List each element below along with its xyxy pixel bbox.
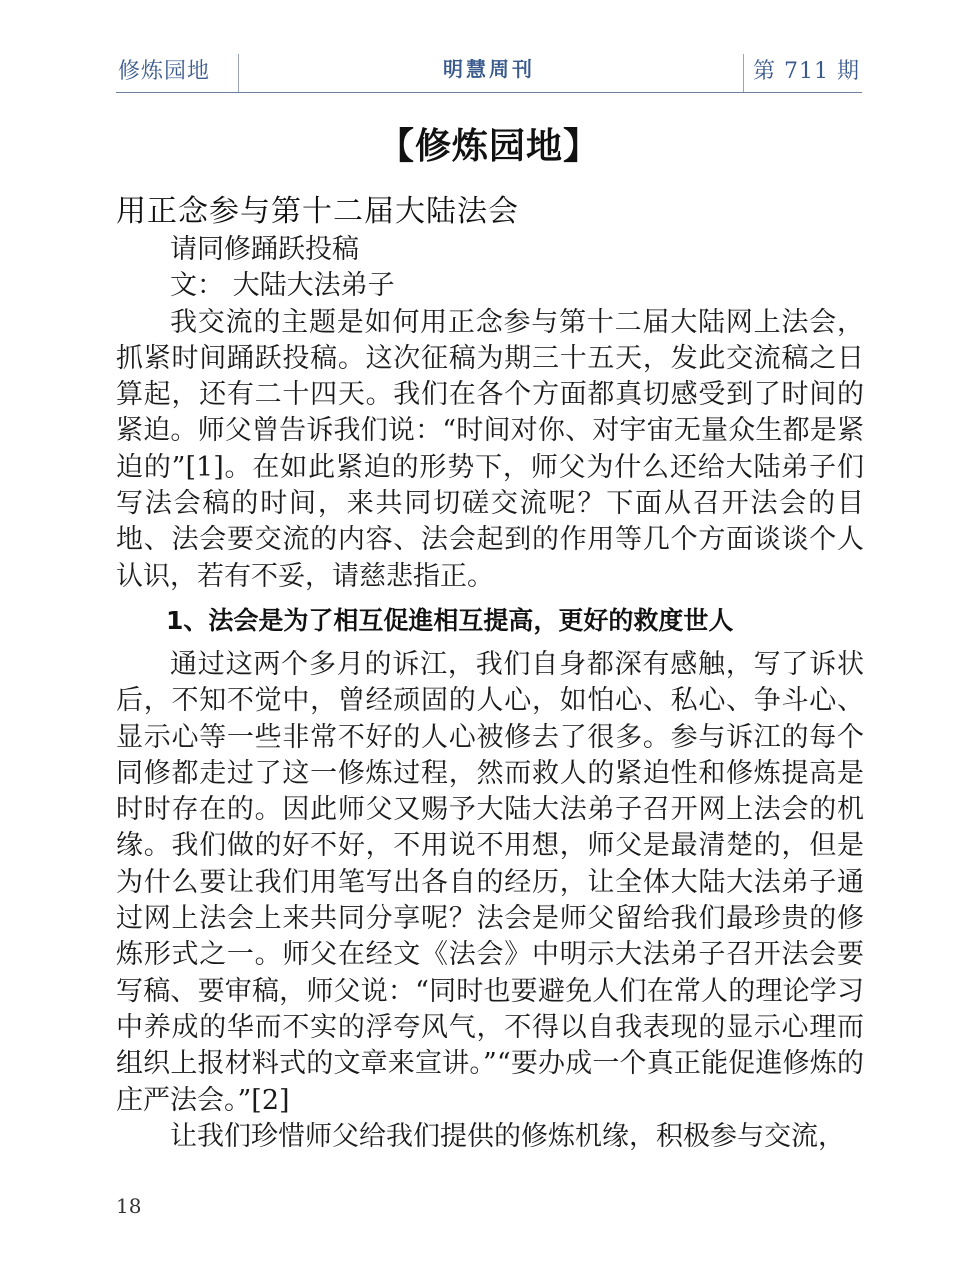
article-paragraph: 让我们珍惜师父给我们提供的修炼机缘，积极参与交流， — [170, 1120, 845, 1152]
article-subtitle: 请同修踊跃投稿 — [170, 234, 359, 265]
article-paragraph: 通过这两个多月的诉江，我们自身都深有感触，写了诉状后，不知不觉中，曾经顽固的人心，如怕心、私心、争斗心、显示心等一些非常不好的人心被修去了很多。参与诉江的每个同修都走过了这一修炼过程，然而救人的紧迫性和修炼提高是时时存在的。因此师父又赐予大陆大法弟子召开网上法会的机缘。我们做的好不好，不用说不用想，师父是最清楚的，但是为什么要让我们用笔写出各自的经历，让全体大陆大法弟子通过网上法会上来共同分享呢？法会是师父留给我们最珍贵的修炼形式之一。师父在经文《法会》中明示大法弟子召开法会要写稿、要审稿，师父说：“同时也要避免人们在常人的理论学习中养成的华而不实的浮夸风气，不得以自我表现的显示心理而组织上报材料式的文章来宣讲。”“要办成一个真正能促進修炼的庄严法会。”[2] — [116, 648, 864, 1116]
header-section-name: 修炼园地 — [118, 59, 211, 84]
page-header — [116, 50, 862, 93]
page-number: 18 — [116, 1194, 142, 1218]
article-paragraph: 我交流的主题是如何用正念参与第十二届大陆网上法会，抓紧时间踊跃投稿。这次征稿为期三十五天，发此交流稿之日算起，还有二十四天。我们在各个方面都真切感受到了时间的紧迫。师父曾告诉我们说：“时间对你、对宇宙无量众生都是紧迫的”[1]。在如此紧迫的形势下，师父为什么还给大陆弟子们写法会稿的时间，来共同切磋交流呢？下面从召开法会的目地、法会要交流的内容、法会起到的作用等几个方面谈谈个人认识，若有不妥，请慈悲指正。 — [116, 306, 864, 592]
header-brand: 明慧周刊 — [443, 57, 535, 81]
page-title: 【修炼园地】 — [377, 126, 600, 167]
header-divider-right — [743, 54, 744, 92]
article-title: 用正念参与第十二届大陆法会 — [116, 194, 519, 229]
article-byline: 文： 大陆大法弟子 — [170, 270, 395, 302]
header-issue-number: 第 711 期 — [753, 59, 860, 84]
article-body — [116, 232, 864, 1155]
section-heading: 1、法会是为了相互促進相互提高，更好的救度世人 — [166, 605, 734, 635]
